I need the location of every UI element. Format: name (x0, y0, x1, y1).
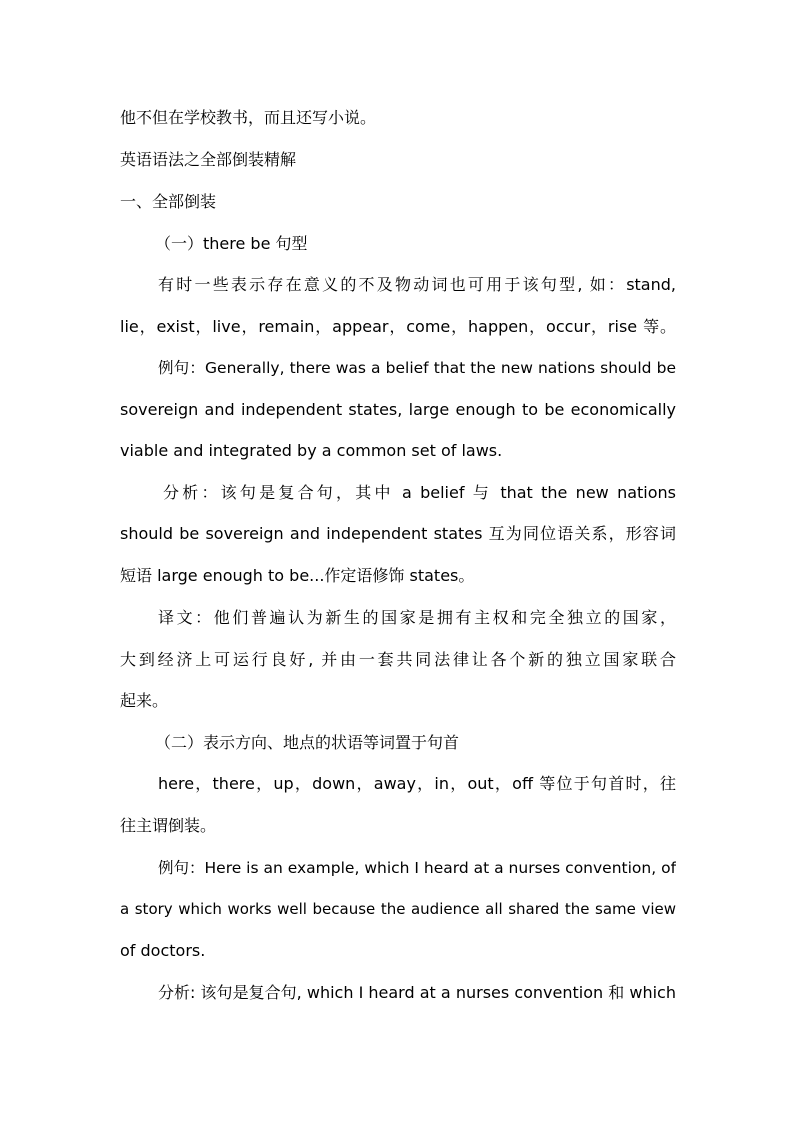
text-line: of doctors. (120, 941, 206, 960)
text-line: should be sovereign and independent states 互为同位语关系，形容词 (120, 524, 676, 543)
text-line: 例句：Here is an example, which I heard at a nurses convention, of (158, 859, 676, 877)
text-line: a story which works well because the audience all shared the same view (120, 900, 676, 918)
text-line: lie，exist，live，remain，appear，come，happen，occur，rise 等。 (120, 317, 676, 336)
text-line: 短语 large enough to be...作定语修饰 states。 (120, 566, 475, 585)
subsection-heading: （二）表示方向、地点的状语等词置于句首 (155, 733, 460, 752)
text-line: 译文：他们普遍认为新生的国家是拥有主权和完全独立的国家， (158, 608, 676, 627)
text-line: 起来。 (120, 691, 169, 710)
text-line: sovereign and independent states, large enough to be economically (120, 400, 676, 419)
text-line: 分析: 该句是复合句, which I heard at a nurses convention 和 which (158, 983, 676, 1002)
text-line: 他不但在学校教书，而且还写小说。 (120, 108, 377, 127)
text-line: viable and integrated by a common set of laws. (120, 441, 503, 460)
text-line: 英语语法之全部倒装精解 (120, 150, 297, 169)
subsection-heading: （一）there be 句型 (155, 234, 308, 253)
text-line: 大到经济上可运行良好, 并由一套共同法律让各个新的独立国家联合 (120, 650, 676, 669)
text-line: 往主谓倒装。 (120, 816, 217, 835)
section-heading: 一、全部倒装 (120, 192, 217, 211)
text-line: 有时一些表示存在意义的不及物动词也可用于该句型, 如：stand, (158, 275, 676, 294)
text-line: here，there，up，down，away，in，out，off 等位于句首时，往 (158, 774, 676, 793)
text-line: 例句：Generally, there was a belief that the new nations should be (158, 359, 676, 377)
text-line: 分析：该句是复合句，其中 a belief 与 that the new nations (163, 483, 676, 502)
